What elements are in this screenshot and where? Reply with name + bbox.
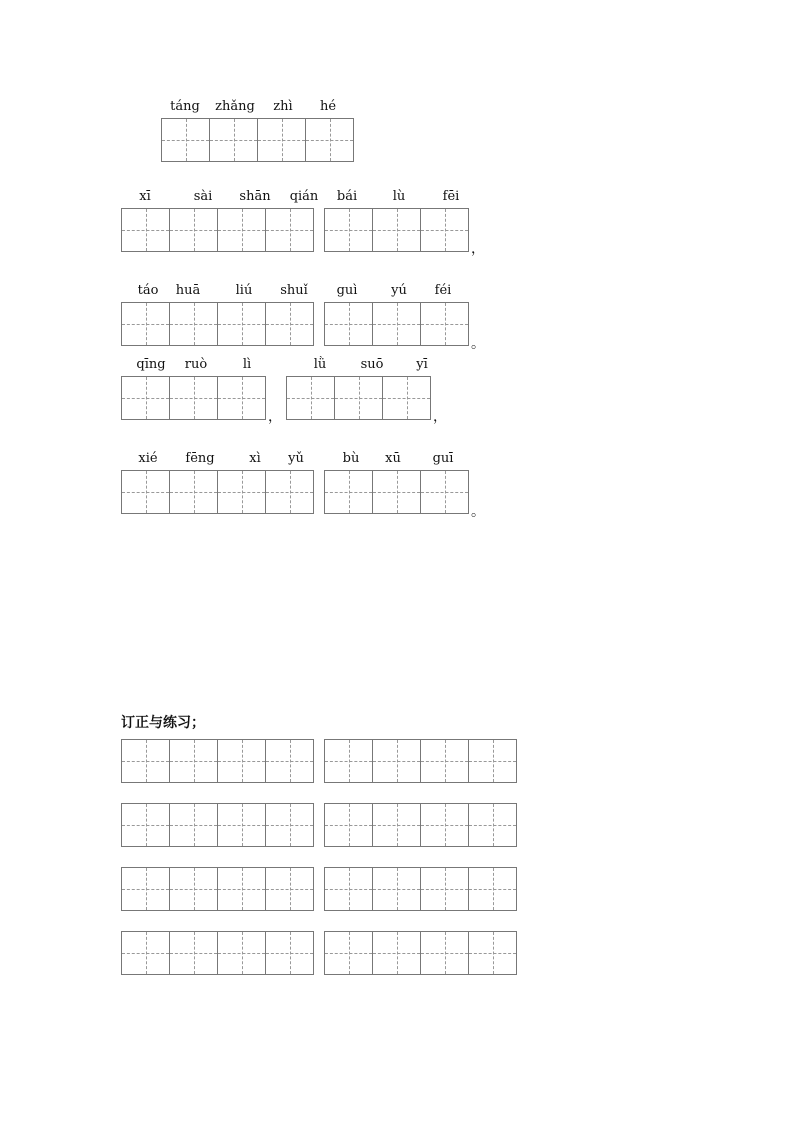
writing-cell[interactable] <box>217 302 266 346</box>
writing-cell[interactable] <box>169 470 218 514</box>
writing-cell[interactable] <box>420 208 469 252</box>
writing-cell[interactable] <box>372 739 421 783</box>
title-writing-grid[interactable] <box>161 118 354 162</box>
line2-grid-a[interactable] <box>121 302 314 346</box>
writing-cell[interactable] <box>324 867 373 911</box>
writing-cell[interactable] <box>420 803 469 847</box>
writing-cell[interactable] <box>265 931 314 975</box>
pinyin: xì <box>249 451 261 466</box>
writing-cell[interactable] <box>324 739 373 783</box>
pinyin: féi <box>434 283 452 298</box>
writing-cell[interactable] <box>286 376 335 420</box>
pinyin: yǔ <box>288 451 304 466</box>
pinyin: qián <box>289 189 319 204</box>
practice-grid-2b[interactable] <box>324 803 517 847</box>
pinyin: bù <box>342 451 360 466</box>
writing-cell[interactable] <box>468 803 517 847</box>
writing-cell[interactable] <box>265 739 314 783</box>
writing-cell[interactable] <box>121 739 170 783</box>
writing-cell[interactable] <box>324 208 373 252</box>
writing-cell[interactable] <box>420 931 469 975</box>
pinyin: lǜ <box>313 357 327 372</box>
writing-cell[interactable] <box>169 803 218 847</box>
writing-cell[interactable] <box>372 302 421 346</box>
writing-cell[interactable] <box>324 803 373 847</box>
pinyin: guī <box>432 451 454 466</box>
writing-cell[interactable] <box>468 931 517 975</box>
pinyin: sài <box>193 189 213 204</box>
pinyin: shān <box>239 189 271 204</box>
writing-cell[interactable] <box>121 208 170 252</box>
writing-cell[interactable] <box>372 867 421 911</box>
pinyin: fēng <box>185 451 215 466</box>
writing-cell[interactable] <box>324 470 373 514</box>
practice-grid-3b[interactable] <box>324 867 517 911</box>
writing-cell[interactable] <box>324 931 373 975</box>
writing-cell[interactable] <box>217 867 266 911</box>
writing-cell[interactable] <box>121 470 170 514</box>
writing-cell[interactable] <box>169 867 218 911</box>
writing-cell[interactable] <box>121 931 170 975</box>
writing-cell[interactable] <box>169 302 218 346</box>
pinyin: yú <box>391 283 407 298</box>
practice-grid-2a[interactable] <box>121 803 314 847</box>
writing-cell[interactable] <box>217 803 266 847</box>
writing-cell[interactable] <box>265 867 314 911</box>
pinyin: suō <box>360 357 384 372</box>
writing-cell[interactable] <box>217 739 266 783</box>
pinyin: liú <box>235 283 253 298</box>
writing-cell[interactable] <box>217 931 266 975</box>
comma: ， <box>268 409 282 425</box>
writing-cell[interactable] <box>305 118 354 162</box>
period: 。 <box>471 504 485 520</box>
writing-cell[interactable] <box>169 931 218 975</box>
writing-cell[interactable] <box>209 118 258 162</box>
writing-cell[interactable] <box>420 470 469 514</box>
writing-cell[interactable] <box>169 376 218 420</box>
line4-grid-b[interactable] <box>324 470 469 514</box>
writing-cell[interactable] <box>169 739 218 783</box>
writing-cell[interactable] <box>372 803 421 847</box>
writing-cell[interactable] <box>161 118 210 162</box>
pinyin: qīng <box>136 357 166 372</box>
writing-cell[interactable] <box>265 208 314 252</box>
pinyin: lì <box>242 357 252 372</box>
writing-cell[interactable] <box>420 302 469 346</box>
pinyin: táo <box>137 283 159 298</box>
writing-cell[interactable] <box>420 739 469 783</box>
writing-cell[interactable] <box>217 470 266 514</box>
practice-grid-1a[interactable] <box>121 739 314 783</box>
practice-grid-4b[interactable] <box>324 931 517 975</box>
pinyin: huā <box>175 283 201 298</box>
writing-cell[interactable] <box>265 470 314 514</box>
writing-cell[interactable] <box>372 470 421 514</box>
pinyin: táng <box>170 99 200 114</box>
line1-grid-a[interactable] <box>121 208 314 252</box>
pinyin: bái <box>336 189 358 204</box>
writing-cell[interactable] <box>265 803 314 847</box>
writing-cell[interactable] <box>372 208 421 252</box>
practice-grid-1b[interactable] <box>324 739 517 783</box>
writing-cell[interactable] <box>169 208 218 252</box>
pinyin: xié <box>138 451 158 466</box>
practice-grid-3a[interactable] <box>121 867 314 911</box>
writing-cell[interactable] <box>372 931 421 975</box>
pinyin: yī <box>416 357 428 372</box>
writing-cell[interactable] <box>121 376 170 420</box>
line4-grid-a[interactable] <box>121 470 314 514</box>
writing-cell[interactable] <box>257 118 306 162</box>
writing-cell[interactable] <box>324 302 373 346</box>
practice-grid-4a[interactable] <box>121 931 314 975</box>
line2-grid-b[interactable] <box>324 302 469 346</box>
line3-grid-b[interactable] <box>286 376 431 420</box>
writing-cell[interactable] <box>121 302 170 346</box>
writing-cell[interactable] <box>217 376 266 420</box>
writing-cell[interactable] <box>121 867 170 911</box>
writing-cell[interactable] <box>334 376 383 420</box>
writing-cell[interactable] <box>468 867 517 911</box>
pinyin: shuǐ <box>280 283 308 298</box>
writing-cell[interactable] <box>468 739 517 783</box>
writing-cell[interactable] <box>217 208 266 252</box>
pinyin: ruò <box>184 357 208 372</box>
pinyin: guì <box>336 283 358 298</box>
writing-cell[interactable] <box>121 803 170 847</box>
comma: ， <box>471 241 485 257</box>
pinyin: zhǎng <box>215 99 255 114</box>
line3-grid-a[interactable] <box>121 376 266 420</box>
line1-grid-b[interactable] <box>324 208 469 252</box>
pinyin: zhì <box>273 99 293 114</box>
pinyin: hé <box>319 99 337 114</box>
pinyin: xū <box>385 451 401 466</box>
writing-cell[interactable] <box>420 867 469 911</box>
writing-cell[interactable] <box>382 376 431 420</box>
pinyin: xī <box>139 189 151 204</box>
practice-heading: 订正与练习； <box>121 715 205 731</box>
comma: ， <box>433 409 447 425</box>
pinyin: lù <box>392 189 406 204</box>
pinyin: fēi <box>442 189 460 204</box>
period: 。 <box>471 336 485 352</box>
writing-cell[interactable] <box>265 302 314 346</box>
